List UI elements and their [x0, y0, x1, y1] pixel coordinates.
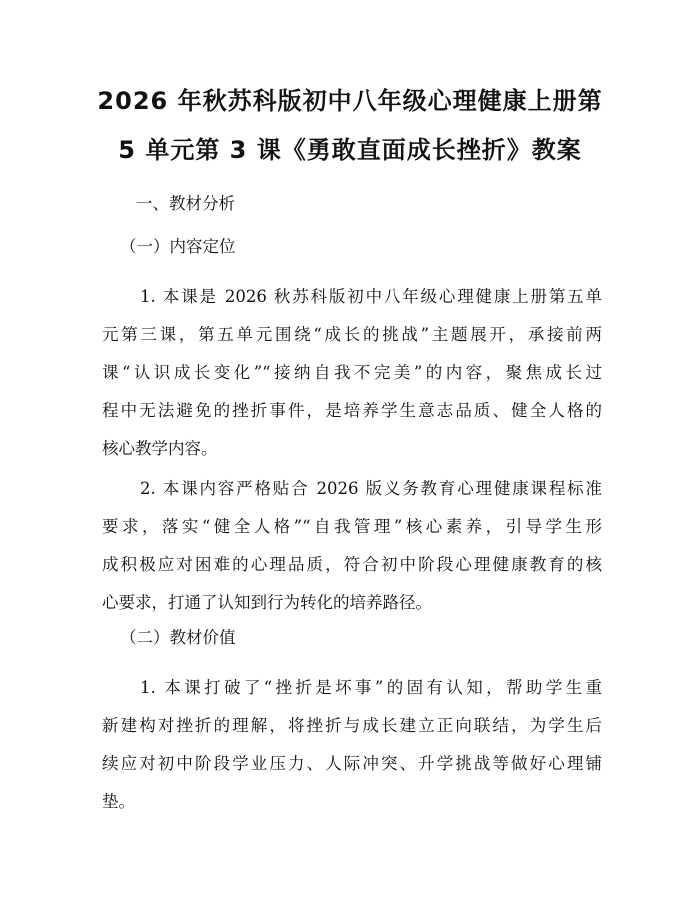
paragraph-line: 1. 本课是 2026 秋苏科版初中八年级心理健康上册第五单 [140, 287, 602, 306]
document-title-line-1: 2026 年秋苏科版初中八年级心理健康上册第 [97, 87, 603, 115]
paragraph-line: 续应对初中阶段学业压力、人际冲突、升学挑战等做好心理铺 [102, 754, 602, 773]
paragraph-line: 元第三课，第五单元围绕“成长的挑战”主题展开，承接前两 [102, 325, 602, 344]
subsection-heading-textbook-value: （二）教材价值 [120, 628, 236, 647]
paragraph-textbook-value-1 [102, 677, 602, 829]
paragraph-line: 课“认识成长变化”“接纳自我不完美”的内容，聚焦成长过 [102, 363, 602, 382]
paragraph-line: 新建构对挫折的理解，将挫折与成长建立正向联结，为学生后 [102, 716, 602, 735]
paragraph-content-positioning-1 [102, 286, 602, 476]
document-title-line-2: 5 单元第 3 课《勇敢直面成长挫折》教案 [118, 136, 582, 164]
paragraph-line: 成积极应对困难的心理品质，符合初中阶段心理健康教育的核 [102, 555, 602, 574]
paragraph-line: 程中无法避免的挫折事件，是培养学生意志品质、健全人格的 [102, 401, 602, 420]
paragraph-line: 垫。 [102, 792, 135, 811]
paragraph-line: 1. 本课打破了“挫折是坏事”的固有认知，帮助学生重 [140, 678, 602, 697]
subsection-heading-content-positioning: （一）内容定位 [120, 237, 236, 256]
section-heading-textbook-analysis: 一、教材分析 [136, 194, 235, 213]
paragraph-line: 心要求，打通了认知到行为转化的培养路径。 [102, 593, 432, 612]
paragraph-line: 要求，落实“健全人格”“自我管理”核心素养，引导学生形 [102, 517, 602, 536]
paragraph-line: 2. 本课内容严格贴合 2026 版义务教育心理健康课程标准 [140, 479, 602, 498]
paragraph-content-positioning-2 [102, 478, 602, 630]
paragraph-line: 核心教学内容。 [102, 439, 218, 458]
